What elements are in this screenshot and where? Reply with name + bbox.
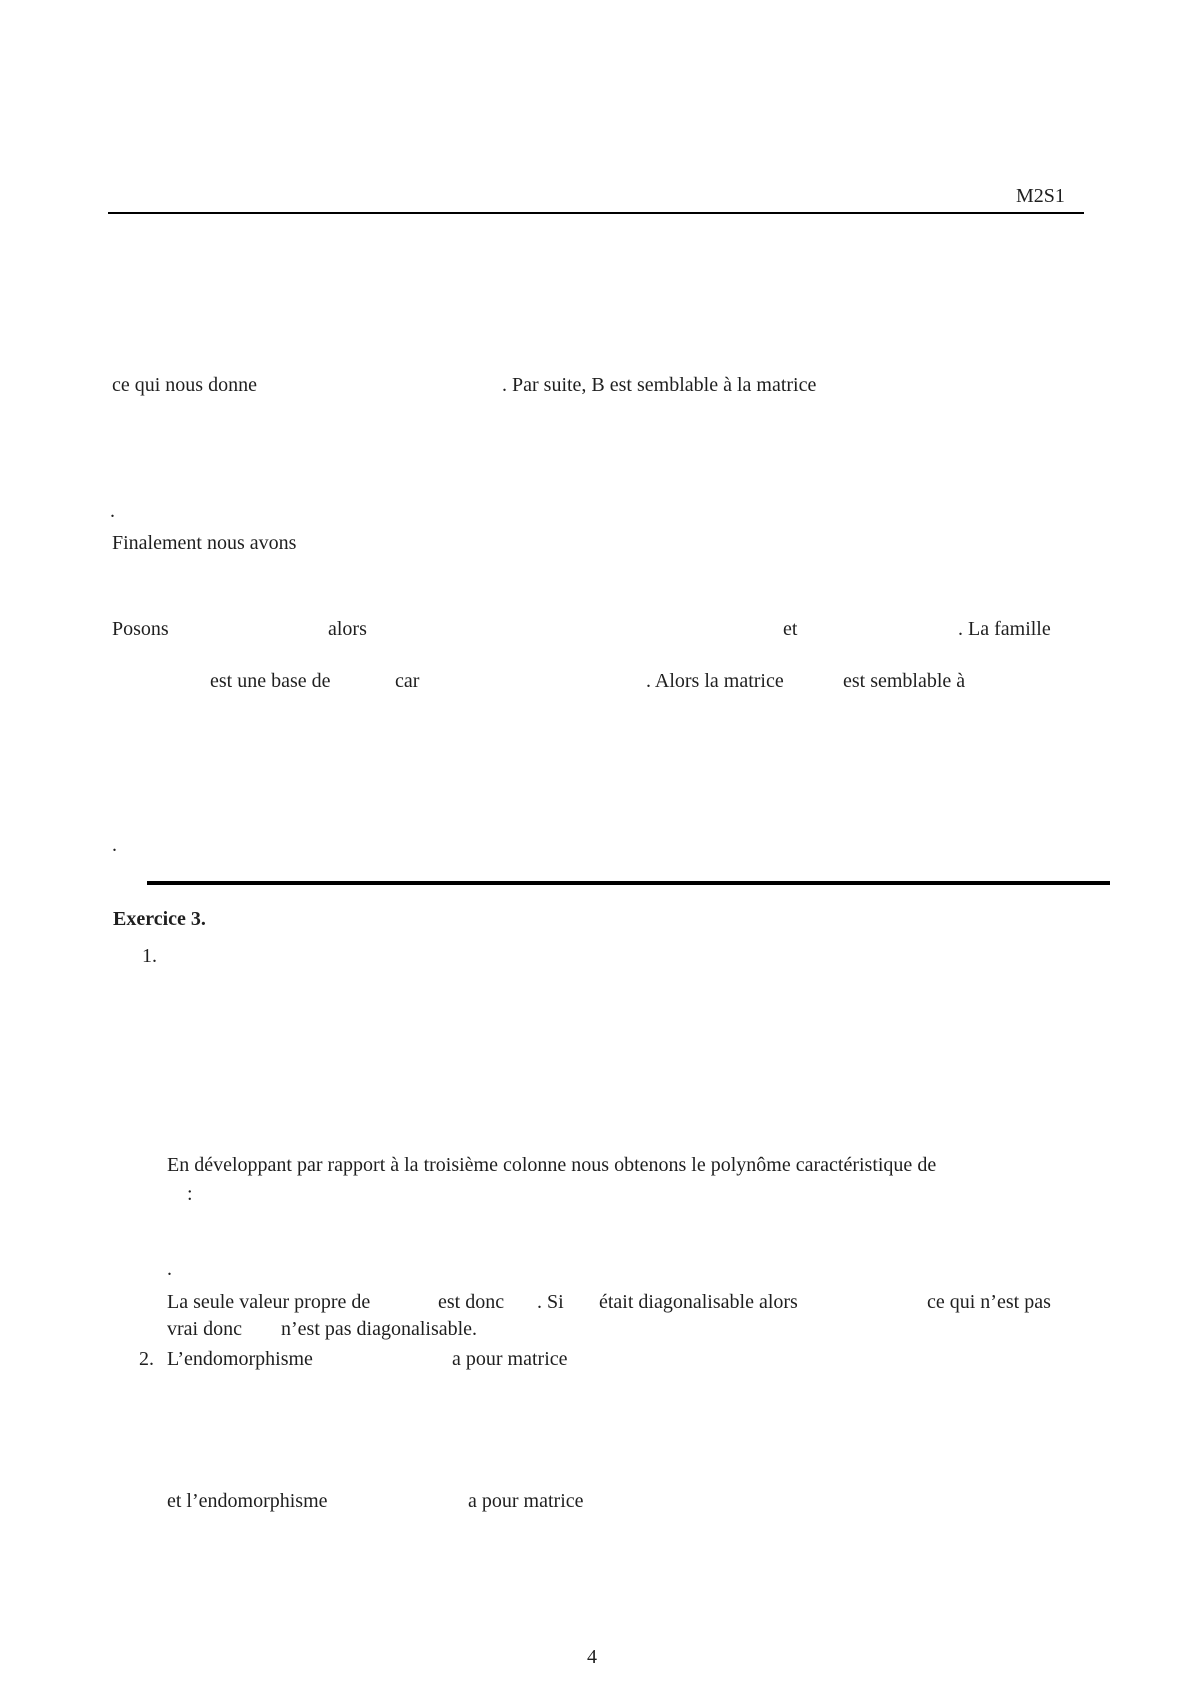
text-est-semblable-a: est semblable à xyxy=(843,670,966,692)
header-course-code: M2S1 xyxy=(1016,185,1065,207)
page-number: 4 xyxy=(587,1646,597,1668)
text-alors-la-matrice: . Alors la matrice xyxy=(646,670,784,692)
text-ce-qui-nest-pas: ce qui n’est pas xyxy=(927,1291,1051,1313)
text-est-donc: est donc xyxy=(438,1291,505,1313)
text-period-2: . xyxy=(112,834,117,856)
text-vrai-donc: vrai donc xyxy=(167,1318,242,1340)
text-en-developpant: En développant par rapport à la troisième colonne nous obtenons le polynôme caractéristique de xyxy=(167,1154,937,1176)
text-posons: Posons xyxy=(112,618,169,640)
text-par-suite-semblable: . Par suite, B est semblable à la matrice xyxy=(502,374,817,396)
text-ce-qui-nous-donne: ce qui nous donne xyxy=(112,374,257,396)
text-colon: : xyxy=(187,1183,193,1205)
header-rule xyxy=(108,212,1084,214)
text-nest-pas-diagonalisable: n’est pas diagonalisable. xyxy=(281,1318,478,1340)
section-rule xyxy=(147,881,1110,885)
text-a-pour-matrice-1: a pour matrice xyxy=(452,1348,568,1370)
text-lendomorphisme: L’endomorphisme xyxy=(167,1348,313,1370)
text-period-3: . xyxy=(167,1258,172,1280)
text-alors: alors xyxy=(328,618,367,640)
text-seule-valeur-propre: La seule valeur propre de xyxy=(167,1291,371,1313)
text-a-pour-matrice-2: a pour matrice xyxy=(468,1490,584,1512)
text-car: car xyxy=(395,670,420,692)
text-la-famille: . La famille xyxy=(958,618,1051,640)
text-etait-diagonalisable: était diagonalisable alors xyxy=(599,1291,798,1313)
list-item-2-label: 2. xyxy=(139,1348,154,1370)
text-period-1: . xyxy=(110,500,115,522)
text-et-lendomorphisme: et l’endomorphisme xyxy=(167,1490,328,1512)
text-est-une-base-de: est une base de xyxy=(210,670,331,692)
text-finalement: Finalement nous avons xyxy=(112,532,297,554)
exercise-heading: Exercice 3. xyxy=(113,908,206,930)
text-et: et xyxy=(783,618,798,640)
list-item-1-label: 1. xyxy=(142,945,157,967)
text-si: . Si xyxy=(537,1291,564,1313)
